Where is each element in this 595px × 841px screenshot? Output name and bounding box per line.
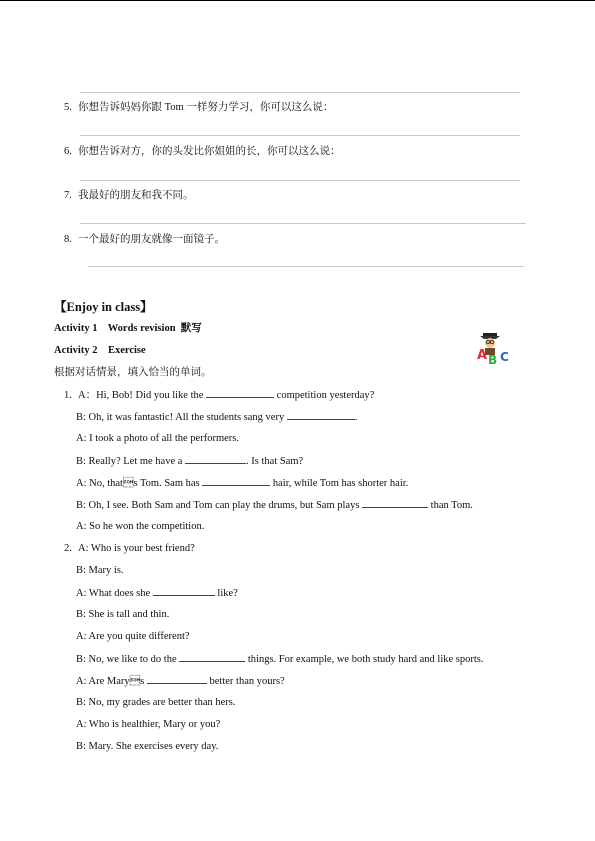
fill-blank[interactable] (179, 652, 245, 662)
section-title: 【Enjoy in class】 (54, 300, 153, 314)
dialogue-text: A: What does she (76, 588, 153, 599)
dialogue-2-line-2 (76, 564, 124, 577)
fill-blank[interactable] (202, 476, 270, 486)
dialogue-1-line-2 (76, 410, 357, 424)
answer-line (80, 223, 526, 224)
item-number: 8. (64, 234, 72, 245)
answer-line (80, 92, 520, 93)
dialogue-text: B: Mary is. (76, 565, 124, 576)
dialogue-text: competition yesterday? (274, 390, 375, 401)
item-text: 你想告诉妈妈你跟 Tom 一样努力学习，你可以这么说： (78, 102, 334, 113)
dialogue-2-line-4 (76, 608, 169, 621)
abc-teacher-icon (474, 331, 516, 367)
fill-blank[interactable] (185, 454, 246, 464)
dialogue-text: A: Are you quite different? (76, 631, 190, 642)
dialogue-text: B: She is tall and thin. (76, 609, 170, 620)
answer-line (80, 135, 520, 136)
translation-item-8 (64, 233, 225, 246)
activity-2-label: Activity 2 Exercise (54, 345, 146, 356)
dialogue-text: A: Who is healthier, Mary or you? (76, 719, 221, 730)
item-number: 6. (64, 146, 72, 157)
dialogue-text: . Is that Sam? (246, 456, 304, 467)
fill-blank[interactable] (287, 410, 355, 420)
page-top-border (0, 0, 595, 1)
dialogue-2-line-8 (76, 696, 236, 709)
dialogue-text: B: Really? Let me have a (76, 456, 186, 467)
dialogue-1-line-7 (76, 520, 204, 533)
dialogue-text: like? (214, 588, 238, 599)
answer-line (80, 180, 520, 181)
dialogue-1-line-6 (76, 498, 473, 512)
item-text: 你想告诉对方，你的头发比你姐姐的长，你可以这么说： (78, 146, 341, 157)
dialogue-2-line-5 (76, 630, 190, 643)
item-number: 5. (64, 102, 72, 113)
dialogue-text: than Tom. (428, 500, 473, 511)
dialogue-text: things. For example, we both study hard and like sports. (245, 654, 484, 665)
dialogue-text: A: Who is your best friend? (78, 543, 195, 554)
dialogue-text: A: So he won the competition. (76, 521, 205, 532)
item-text: 我最好的朋友和我不同。 (78, 190, 194, 201)
dialogue-number: 1. (64, 390, 72, 401)
item-text: 一个最好的朋友就像一面镜子。 (78, 234, 225, 245)
fill-blank[interactable] (153, 586, 215, 596)
dialogue-2-line-7 (76, 674, 285, 688)
dialogue-2-line-3 (76, 586, 238, 600)
activity-1-label: Activity 1 Words revision 默写 (54, 323, 202, 334)
translation-item-6 (64, 145, 341, 158)
dialogue-text: hair, while Tom has shorter hair. (270, 478, 409, 489)
dialogue-2-line-9 (76, 718, 220, 731)
dialogue-text: B: No, we like to do the (76, 654, 180, 665)
fill-blank[interactable] (362, 498, 428, 508)
dialogue-text: A：Hi, Bob! Did you like the (78, 390, 207, 401)
instruction-text: 根据对话情景，填入恰当的单词。 (54, 367, 212, 378)
dialogue-2-line-6 (76, 652, 484, 666)
dialogue-text: A: Are Marys (76, 676, 147, 687)
translation-item-5 (64, 101, 333, 114)
translation-item-7 (64, 189, 194, 202)
dialogue-number: 2. (64, 543, 72, 554)
svg-text:B: B (488, 353, 498, 367)
dialogue-text: B: Mary. She exercises every day. (76, 741, 219, 752)
dialogue-1-line-4 (76, 454, 303, 468)
dialogue-2-line-10 (76, 740, 218, 753)
dialogue-1-line-3 (76, 432, 239, 445)
dialogue-text: . (354, 412, 358, 423)
dialogue-text: B: No, my grades are better than hers. (76, 697, 236, 708)
dialogue-1-line-5 (76, 476, 408, 490)
fill-blank[interactable] (147, 674, 207, 684)
dialogue-2-line-1 (64, 542, 195, 555)
svg-text:C: C (500, 350, 509, 364)
dialogue-text: A: No, thats Tom. Sam has (76, 478, 203, 489)
svg-text:A: A (477, 348, 488, 363)
dialogue-text: B: Oh, it was fantastic! All the students sang very (76, 412, 287, 423)
fill-blank[interactable] (206, 388, 274, 398)
item-number: 7. (64, 190, 72, 201)
dialogue-text: A: I took a photo of all the performers. (76, 433, 239, 444)
dialogue-text: B: Oh, I see. Both Sam and Tom can play the drums, but Sam plays (76, 500, 363, 511)
answer-line (88, 266, 524, 267)
dialogue-text: better than yours? (206, 676, 285, 687)
dialogue-1-line-1 (64, 388, 374, 402)
